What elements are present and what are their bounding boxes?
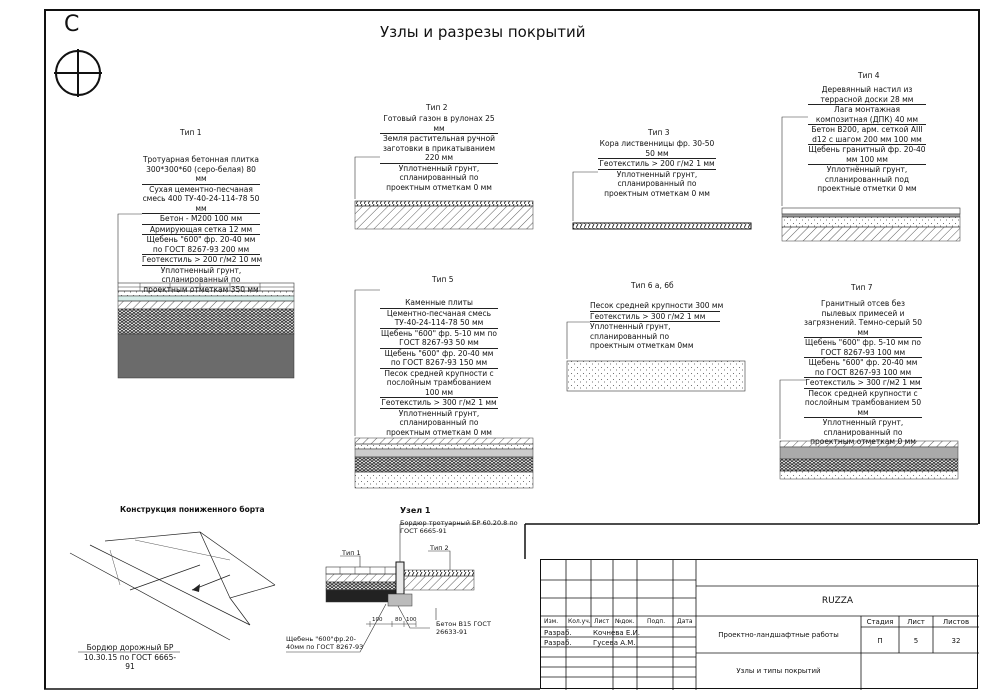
type3-label: Тип 3	[648, 128, 670, 137]
type1-layer-5: Щебень "600" фр. 20-40 мм по ГОСТ 8267-93 200 мм	[142, 235, 260, 255]
stamp-header-4: №док.	[615, 618, 635, 625]
type4-layer-1: Деревянный настил из террасной доски 28 мм	[808, 85, 926, 105]
type4-layer-4: Щебень гранитный фр. 20-40 мм 100 мм	[808, 145, 926, 164]
type6-layer-2: Геотекстиль > 300 г/м2 1 мм	[590, 312, 720, 323]
type3-layer-1: Кора лиственницы фр. 30-50 50 мм	[599, 139, 715, 158]
type1-layer-6: Геотекстиль > 200 г/м2 10 мм	[142, 255, 263, 264]
type1-layer-7: Уплотненный грунт, спланированный по проектным отметкам 350 мм	[143, 265, 259, 294]
stamp-role-1: Разраб.	[544, 629, 572, 637]
node1-type2: Тип 2	[430, 544, 449, 552]
type5-layer-1: Каменные плиты	[380, 298, 498, 309]
stamp-header-1: Изм.	[544, 618, 559, 625]
type5-layer-7: Уплотненный грунт, спланированный по проектным отметкам 0 мм	[386, 408, 492, 437]
type5-layer-5: Песок средней крупности с послойным трамбованием 100 мм	[380, 369, 498, 399]
title-block	[540, 559, 978, 689]
type7-layer-5: Песок средней крупности с послойным трамбованием 50 мм	[804, 388, 922, 417]
type7-layers	[804, 299, 922, 447]
type6-label: Тип 6 а, 6б	[631, 281, 674, 290]
type7-layer-2: Щебень "600" фр. 5-10 мм по ГОСТ 8267-93 100 мм	[805, 338, 921, 357]
type4-layers	[808, 85, 926, 194]
curb-note: Бордюр дорожный БР 10.30.15 по ГОСТ 6665-91	[83, 643, 177, 671]
type1-layer-2: Сухая цементно-песчаная смесь 400 ТУ-40-24-114-78 50 мм	[142, 184, 260, 213]
type1-layers	[142, 155, 263, 294]
type2-layers	[380, 114, 498, 192]
node1-dim-1: 100	[372, 617, 383, 623]
stamp-header-2: Кол.уч.	[568, 618, 591, 625]
type3-layer-2: Геотекстиль > 200 г/м2 1 мм	[599, 159, 715, 168]
stamp-col-label-3: Листов	[942, 618, 970, 626]
type5-layer-4: Щебень "600" фр. 20-40 мм по ГОСТ 8267-93 150 мм	[380, 349, 498, 369]
node1-concrete-note: Бетон В15 ГОСТ 26633-91	[436, 620, 491, 636]
curb-title: Конструкция пониженного борта	[120, 505, 265, 514]
stamp-stage-label: Проектно-ландшафтные работы	[718, 631, 839, 639]
stamp-sheet-title: Узлы и типы покрытий	[736, 667, 821, 675]
stamp-col-value-1: П	[877, 637, 883, 645]
type5-layer-2: Цементно-песчаная смесь ТУ-40-24-114-78 50 мм	[380, 309, 498, 329]
type4-layer-5: Уплотнённый грунт, спланированный под проектные отметки 0 мм	[817, 165, 917, 193]
type4-label: Тип 4	[858, 71, 880, 80]
type4-layer-3: Бетон В200, арм. сеткой АIII d12 с шагом 200 мм 100 мм	[808, 125, 926, 145]
stamp-name-1: Кочнева Е.И.	[593, 629, 641, 637]
stamp-header-3: Лист	[594, 618, 610, 625]
stamp-name-2: Гусева А.М.	[593, 639, 636, 647]
type7-layer-6: Уплотненный грунт, спланированный по проектным отметкам 0 мм	[810, 418, 916, 446]
type6-layer-1: Песок средней крупности 300 мм	[590, 301, 724, 310]
stamp-header-6: Дата	[677, 618, 693, 625]
node1-dim-2: 80	[395, 617, 402, 623]
stamp-header-5: Подп.	[647, 618, 666, 625]
type6-layers	[590, 301, 724, 351]
type3-layer-3: Уплотненный грунт, спланированный по проектным отметкам 0 мм	[604, 169, 710, 198]
corner-letter: С	[64, 12, 80, 37]
type7-layer-3: Щебень "600" фр. 20-40 мм по ГОСТ 8267-93 100 мм	[804, 358, 922, 378]
stamp-project: RUZZA	[821, 596, 854, 606]
type1-layer-4: Армирующая сетка 12 мм	[142, 225, 260, 236]
node1-dim-3: 100	[406, 617, 417, 623]
stamp-col-label-1: Стадия	[866, 618, 894, 626]
type2-label: Тип 2	[426, 103, 448, 112]
type5-label: Тип 5	[432, 275, 454, 284]
type7-layer-4: Геотекстиль > 300 г/м2 1 мм	[805, 378, 921, 387]
type4-layer-2: Лага монтажная композитная (ДПК) 40 мм	[808, 105, 926, 125]
type1-label: Тип 1	[180, 128, 202, 137]
type1-layer-1: Тротуарная бетонная плитка 300*300*60 (серо-белая) 80 мм	[142, 155, 260, 183]
node1-title: Узел 1	[400, 506, 431, 515]
type3-layers	[598, 139, 716, 198]
stamp-role-2: Разраб.	[544, 639, 572, 647]
type2-layer-2: Земля растительная ручной заготовки в прикатыванием 220 мм	[380, 134, 498, 164]
type2-layer-3: Уплотненный грунт, спланированный по проектным отметкам 0 мм	[386, 163, 492, 192]
type5-layer-3: Щебень "600" фр. 5-10 мм по ГОСТ 8267-93 50 мм	[381, 328, 497, 347]
node1-gravel-note: Щебень "600"фр.20-40мм по ГОСТ 8267-93	[286, 635, 364, 651]
stamp-col-value-3: 32	[951, 637, 961, 645]
type5-layers	[380, 298, 498, 437]
stamp-col-label-2: Лист	[907, 618, 925, 626]
type6-layer-3: Уплотненный грунт, спланированный по проектным отметкам 0мм	[590, 322, 694, 350]
type5-layer-6: Геотекстиль > 300 г/м2 1 мм	[381, 398, 497, 407]
type7-label: Тип 7	[851, 283, 873, 292]
stamp-col-value-2: 5	[913, 637, 919, 645]
node1-type1: Тип 1	[342, 549, 361, 557]
type7-layer-1: Гранитный отсев без пылевых примесей и загрязнений. Темно-серый 50 мм	[804, 299, 922, 337]
node1-curb-note: Бордюр тротуарный БР 60.20.8 по ГОСТ 6665-91	[400, 519, 518, 535]
sheet-title: Узлы и разрезы покрытий	[380, 23, 586, 41]
type2-layer-1: Готовый газон в рулонах 25 мм	[380, 114, 498, 134]
type1-layer-3: Бетон - М200 100 мм	[142, 214, 260, 225]
